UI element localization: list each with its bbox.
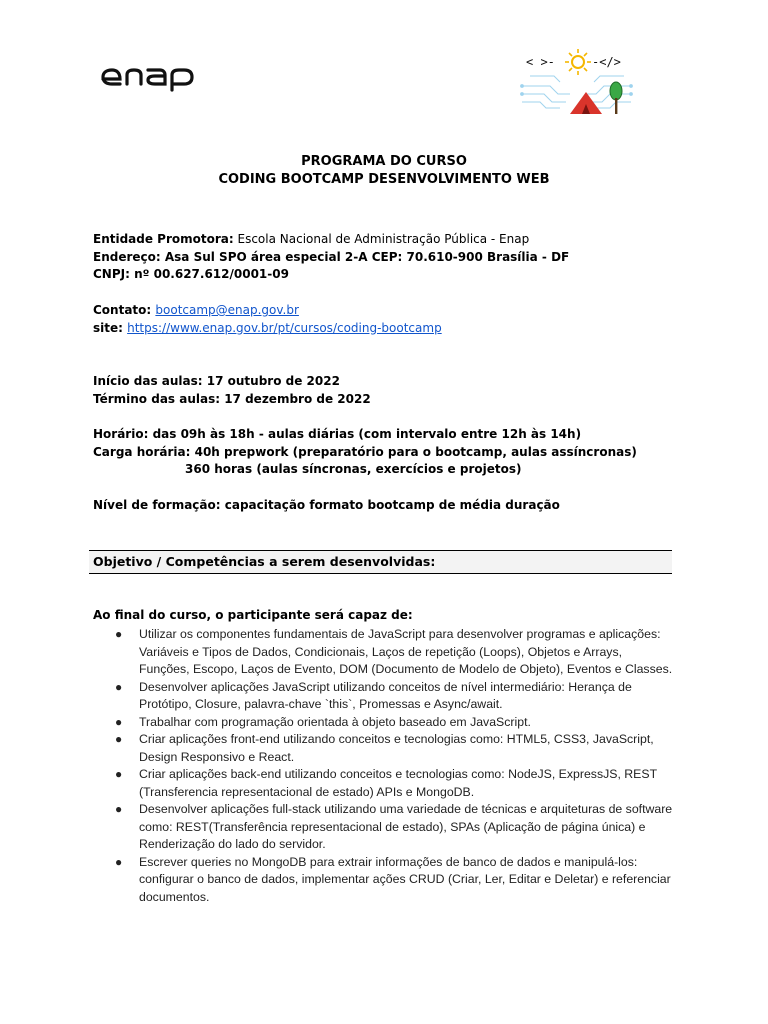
hours-label: Horário: — [93, 427, 149, 441]
load-value-2: 360 horas (aulas síncronas, exercícios e projetos) — [185, 462, 522, 476]
course-dates — [93, 373, 371, 408]
entity-info — [93, 231, 569, 284]
document-title — [0, 153, 768, 189]
bullet-icon: ● — [115, 767, 123, 781]
list-item — [115, 626, 675, 679]
start-row — [93, 373, 371, 391]
end-label: Término das aulas: — [93, 391, 221, 406]
promoter-row — [93, 231, 569, 249]
contact-label: Contato: — [93, 303, 156, 317]
end-row — [93, 391, 371, 409]
contact-info — [93, 302, 442, 337]
load-row — [93, 444, 637, 462]
course-schedule — [93, 426, 637, 479]
start-label: Início das aulas: — [93, 374, 203, 388]
svg-text:< >-: < >- — [526, 55, 555, 69]
list-item — [115, 714, 675, 732]
list-item — [115, 801, 675, 854]
objectives-list — [115, 626, 675, 906]
list-item — [115, 679, 675, 714]
site-link[interactable]: https://www.enap.gov.br/pt/cursos/coding-bootcamp — [127, 320, 442, 335]
coding-bootcamp-logo — [520, 46, 633, 116]
bullet-icon: ● — [115, 854, 123, 869]
bullet-icon: ● — [115, 714, 123, 729]
list-item-text: Desenvolver aplicações full-stack utilizando uma variedade de técnicas e arquiteturas de software como: REST(Transferência representacional de estado), SPAs (Aplicação de página única) e Renderização do lado do servidor. — [139, 802, 673, 851]
title-line-1: PROGRAMA DO CURSO — [301, 154, 467, 169]
load-value-1: 40h prepwork (preparatório para o bootcamp, aulas assíncronas) — [190, 444, 637, 459]
list-item-text: Trabalhar com programação orientada à objeto baseado em JavaScript. — [139, 714, 531, 729]
level-value: capacitação formato bootcamp de média duração — [220, 498, 560, 512]
section-title: Objetivo / Competências a serem desenvolvidas: — [93, 554, 436, 569]
address-row — [93, 249, 569, 267]
hours-row — [93, 426, 637, 444]
svg-text:-</>: -</> — [592, 55, 621, 69]
end-value: 17 dezembro de 2022 — [220, 391, 371, 406]
hours-value: das 09h às 18h - aulas diárias (com intervalo entre 12h às 14h) — [148, 427, 582, 441]
list-item-text: Escrever queries no MongoDB para extrair informações de banco de dados e manipulá-los: configurar o banco de dados, implementar ações CRUD (Criar, Ler, Editar e Deletar) e referenciar documentos. — [139, 854, 671, 904]
list-item — [115, 731, 675, 766]
list-item-text: Utilizar os componentes fundamentais de JavaScript para desenvolver programas e aplicações: Variáveis e Tipos de Dados, Condicionais, Laços de repetição (Loops), Objetos e Arrays, Funções, Escopo, Laços de Evento, DOM (Documento de Modelo de Objeto), Eventos e Classes. — [139, 627, 673, 676]
list-item-text: Desenvolver aplicações JavaScript utilizando conceitos de nível intermediário: Herança de Protótipo, Closure, palavra-chave `this`, Promessas e Async/await. — [139, 679, 632, 711]
section-header — [89, 550, 672, 574]
bullet-icon: ● — [115, 679, 123, 694]
title-line-2: CODING BOOTCAMP DESENVOLVIMENTO WEB — [218, 172, 550, 187]
cnpj-label: CNPJ: — [93, 267, 130, 281]
address-value: Asa Sul SPO área especial 2-A CEP: 70.610-900 Brasília - DF — [160, 249, 570, 264]
bullet-icon: ● — [115, 732, 123, 746]
site-row — [93, 320, 442, 338]
list-item-text: Criar aplicações front-end utilizando conceitos e tecnologias como: HTML5, CSS3, JavaScript, Design Responsivo e React. — [139, 732, 654, 764]
list-item — [115, 854, 675, 907]
bullet-icon: ● — [115, 802, 123, 816]
site-label: site: — [93, 320, 128, 335]
address-label: Endereço: — [93, 249, 161, 264]
list-item-text: Criar aplicações back-end utilizando conceitos e tecnologias como: NodeJS, ExpressJS, REST (Transferencia representacional de estado) APIs e MongoDB. — [139, 767, 657, 799]
enap-logo — [100, 62, 210, 92]
contact-row — [93, 302, 442, 320]
promoter-value: Escola Nacional de Administração Pública - Enap — [233, 232, 530, 246]
training-level — [93, 497, 560, 515]
objectives-intro: Ao final do curso, o participante será capaz de: — [93, 608, 413, 622]
cnpj-row — [93, 266, 569, 284]
list-item — [115, 766, 675, 801]
email-link[interactable]: bootcamp@enap.gov.br — [155, 303, 299, 317]
load-label: Carga horária: — [93, 444, 191, 459]
promoter-label: Entidade Promotora: — [93, 232, 234, 246]
cnpj-value: nº 00.627.612/0001-09 — [129, 267, 289, 281]
level-label: Nível de formação: — [93, 498, 221, 512]
bullet-icon: ● — [115, 627, 123, 641]
start-value: 17 outubro de 2022 — [202, 374, 340, 388]
